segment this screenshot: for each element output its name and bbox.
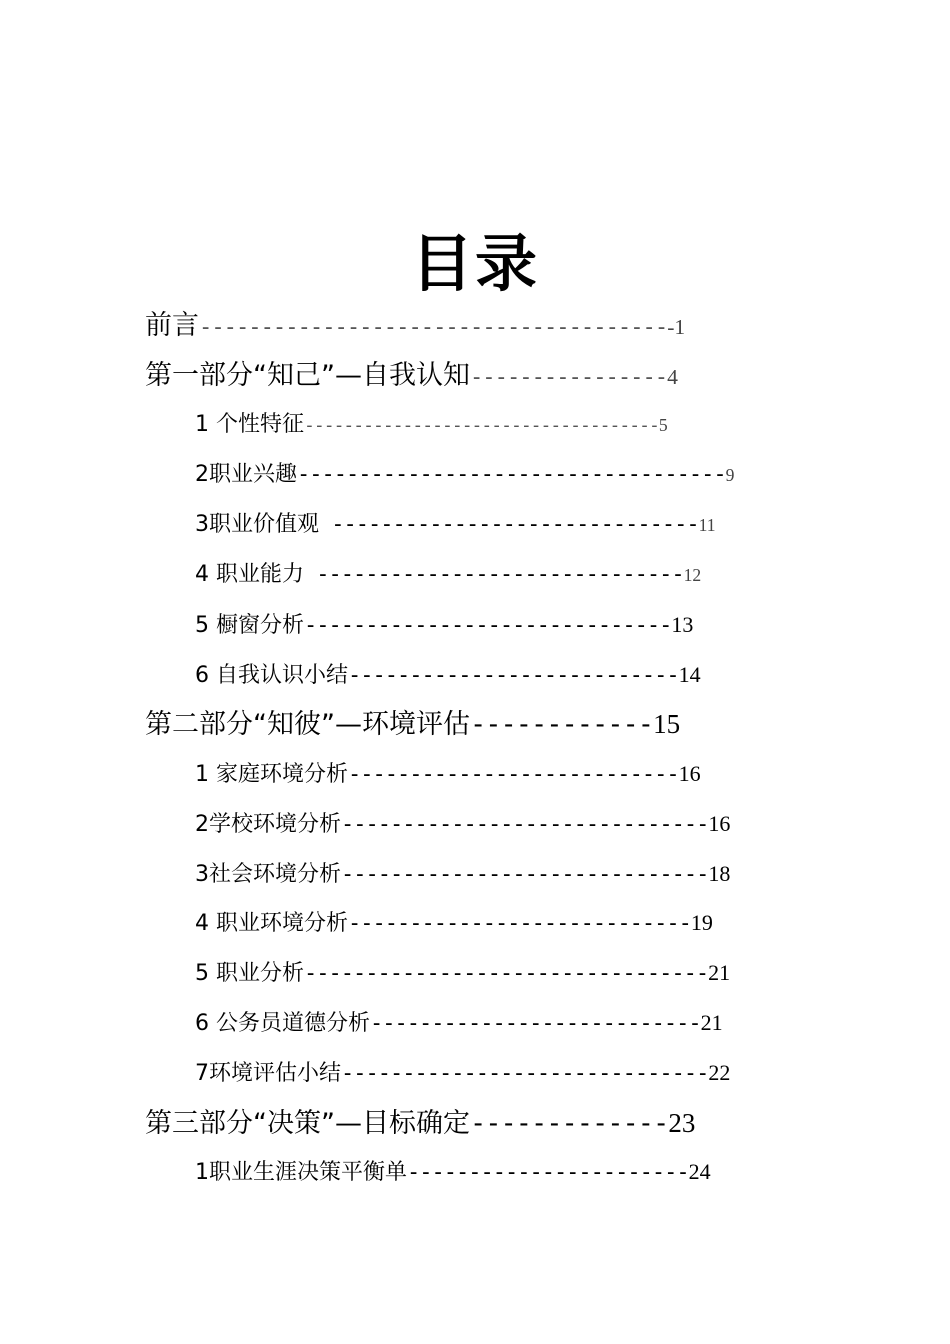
toc-entry-label: 第二部分“知彼”—环境评估 xyxy=(145,709,470,740)
toc-entry-page: 24 xyxy=(688,1159,711,1184)
toc-title: 目录 xyxy=(410,227,539,300)
toc-entry-leader: ------------------------------ xyxy=(304,562,684,587)
toc-entry-label: 2学校环境分析 xyxy=(195,812,341,837)
toc-entry[interactable] xyxy=(195,808,730,841)
toc-entry-page: 5 xyxy=(658,415,668,435)
toc-entry-label: 6 公务员道德分析 xyxy=(195,1011,370,1036)
toc-entry-page: 16 xyxy=(678,761,701,786)
toc-entry-label: 1 个性特征 xyxy=(195,412,304,437)
toc-entry-label: 2职业兴趣 xyxy=(195,462,297,487)
toc-entry-page: 12 xyxy=(683,565,702,585)
toc-entry-label: 3职业价值观 xyxy=(195,512,319,537)
toc-entry-leader: ------------------------------ xyxy=(304,613,672,638)
toc-entry[interactable] xyxy=(195,858,730,891)
toc-entry-page: 18 xyxy=(708,861,731,886)
toc-entry[interactable] xyxy=(145,360,678,393)
toc-entry[interactable] xyxy=(195,907,713,940)
toc-entry-page: 22 xyxy=(708,1060,731,1085)
toc-entry-leader: ------------ xyxy=(469,709,654,740)
toc-entry[interactable] xyxy=(195,659,701,692)
toc-entry-page: 13 xyxy=(671,612,694,637)
toc-entry-label: 前言 xyxy=(145,310,199,341)
toc-entry-page: 23 xyxy=(668,1108,696,1138)
toc-entry[interactable] xyxy=(195,758,701,791)
toc-entry-label: 5 职业分析 xyxy=(195,961,304,986)
toc-entry-leader: ----------------------------------- xyxy=(297,462,726,487)
toc-entry-page: 9 xyxy=(725,465,735,485)
toc-entry-label: 6 自我认识小结 xyxy=(195,663,348,688)
toc-entry-page: 19 xyxy=(690,910,713,935)
toc-entry-page: 14 xyxy=(678,662,701,687)
toc-entry-leader: --------------------------- xyxy=(348,762,679,787)
toc-entry-leader: ------------------------------ xyxy=(341,1061,709,1086)
toc-entry[interactable] xyxy=(195,459,734,491)
toc-entry-label: 5 橱窗分析 xyxy=(195,613,304,638)
toc-entry[interactable] xyxy=(195,1007,723,1040)
toc-entry[interactable] xyxy=(195,1057,730,1090)
toc-entry-leader: ------------------------------ xyxy=(319,512,699,537)
toc-entry-leader: --------------------------------- xyxy=(304,961,709,986)
toc-entry-leader: -------------------------------------- xyxy=(199,314,668,340)
toc-entry-label: 第一部分“知己”—自我认知 xyxy=(145,360,470,391)
toc-entry-label: 3社会环境分析 xyxy=(195,862,341,887)
toc-entry[interactable] xyxy=(195,559,701,591)
toc-entry[interactable] xyxy=(195,509,716,541)
toc-entry-leader: ------------------------------------ xyxy=(304,415,659,436)
toc-entry-leader: ------------- xyxy=(469,1108,669,1139)
toc-entry[interactable] xyxy=(195,1156,711,1189)
toc-entry-leader: ------------------------------ xyxy=(341,812,709,837)
toc-entry-page: 4 xyxy=(667,365,678,389)
toc-entry[interactable] xyxy=(145,1107,695,1140)
toc-entry-label: 第三部分“决策”—目标确定 xyxy=(145,1108,470,1139)
toc-entry-label: 1职业生涯决策平衡单 xyxy=(195,1160,407,1185)
toc-entry-page: 11 xyxy=(698,515,716,535)
toc-entry-label: 4 职业能力 xyxy=(195,562,304,587)
toc-entry-label: 4 职业环境分析 xyxy=(195,911,348,936)
toc-entry[interactable] xyxy=(145,310,685,343)
toc-entry[interactable] xyxy=(195,409,668,442)
toc-entry-leader: --------------------------- xyxy=(370,1011,701,1036)
toc-entry[interactable] xyxy=(195,609,693,642)
toc-entry-leader: ------------------------------ xyxy=(341,862,709,887)
toc-entry[interactable] xyxy=(195,957,730,990)
toc-entry-page: 21 xyxy=(708,960,731,985)
toc-entry-page: 15 xyxy=(653,709,681,739)
toc-entry-leader: ---------------------------- xyxy=(348,911,691,936)
toc-entry[interactable] xyxy=(145,708,680,741)
toc-entry-leader: ----------------------- xyxy=(407,1160,689,1185)
toc-entry-page: 21 xyxy=(700,1010,723,1035)
toc-entry-leader: --------------------------- xyxy=(348,663,679,688)
toc-entry-page: -1 xyxy=(667,315,686,339)
toc-entry-label: 1 家庭环境分析 xyxy=(195,762,348,787)
toc-entry-page: 16 xyxy=(708,811,731,836)
toc-entry-label: 7环境评估小结 xyxy=(195,1061,341,1086)
toc-entry-leader: ---------------- xyxy=(469,364,668,390)
